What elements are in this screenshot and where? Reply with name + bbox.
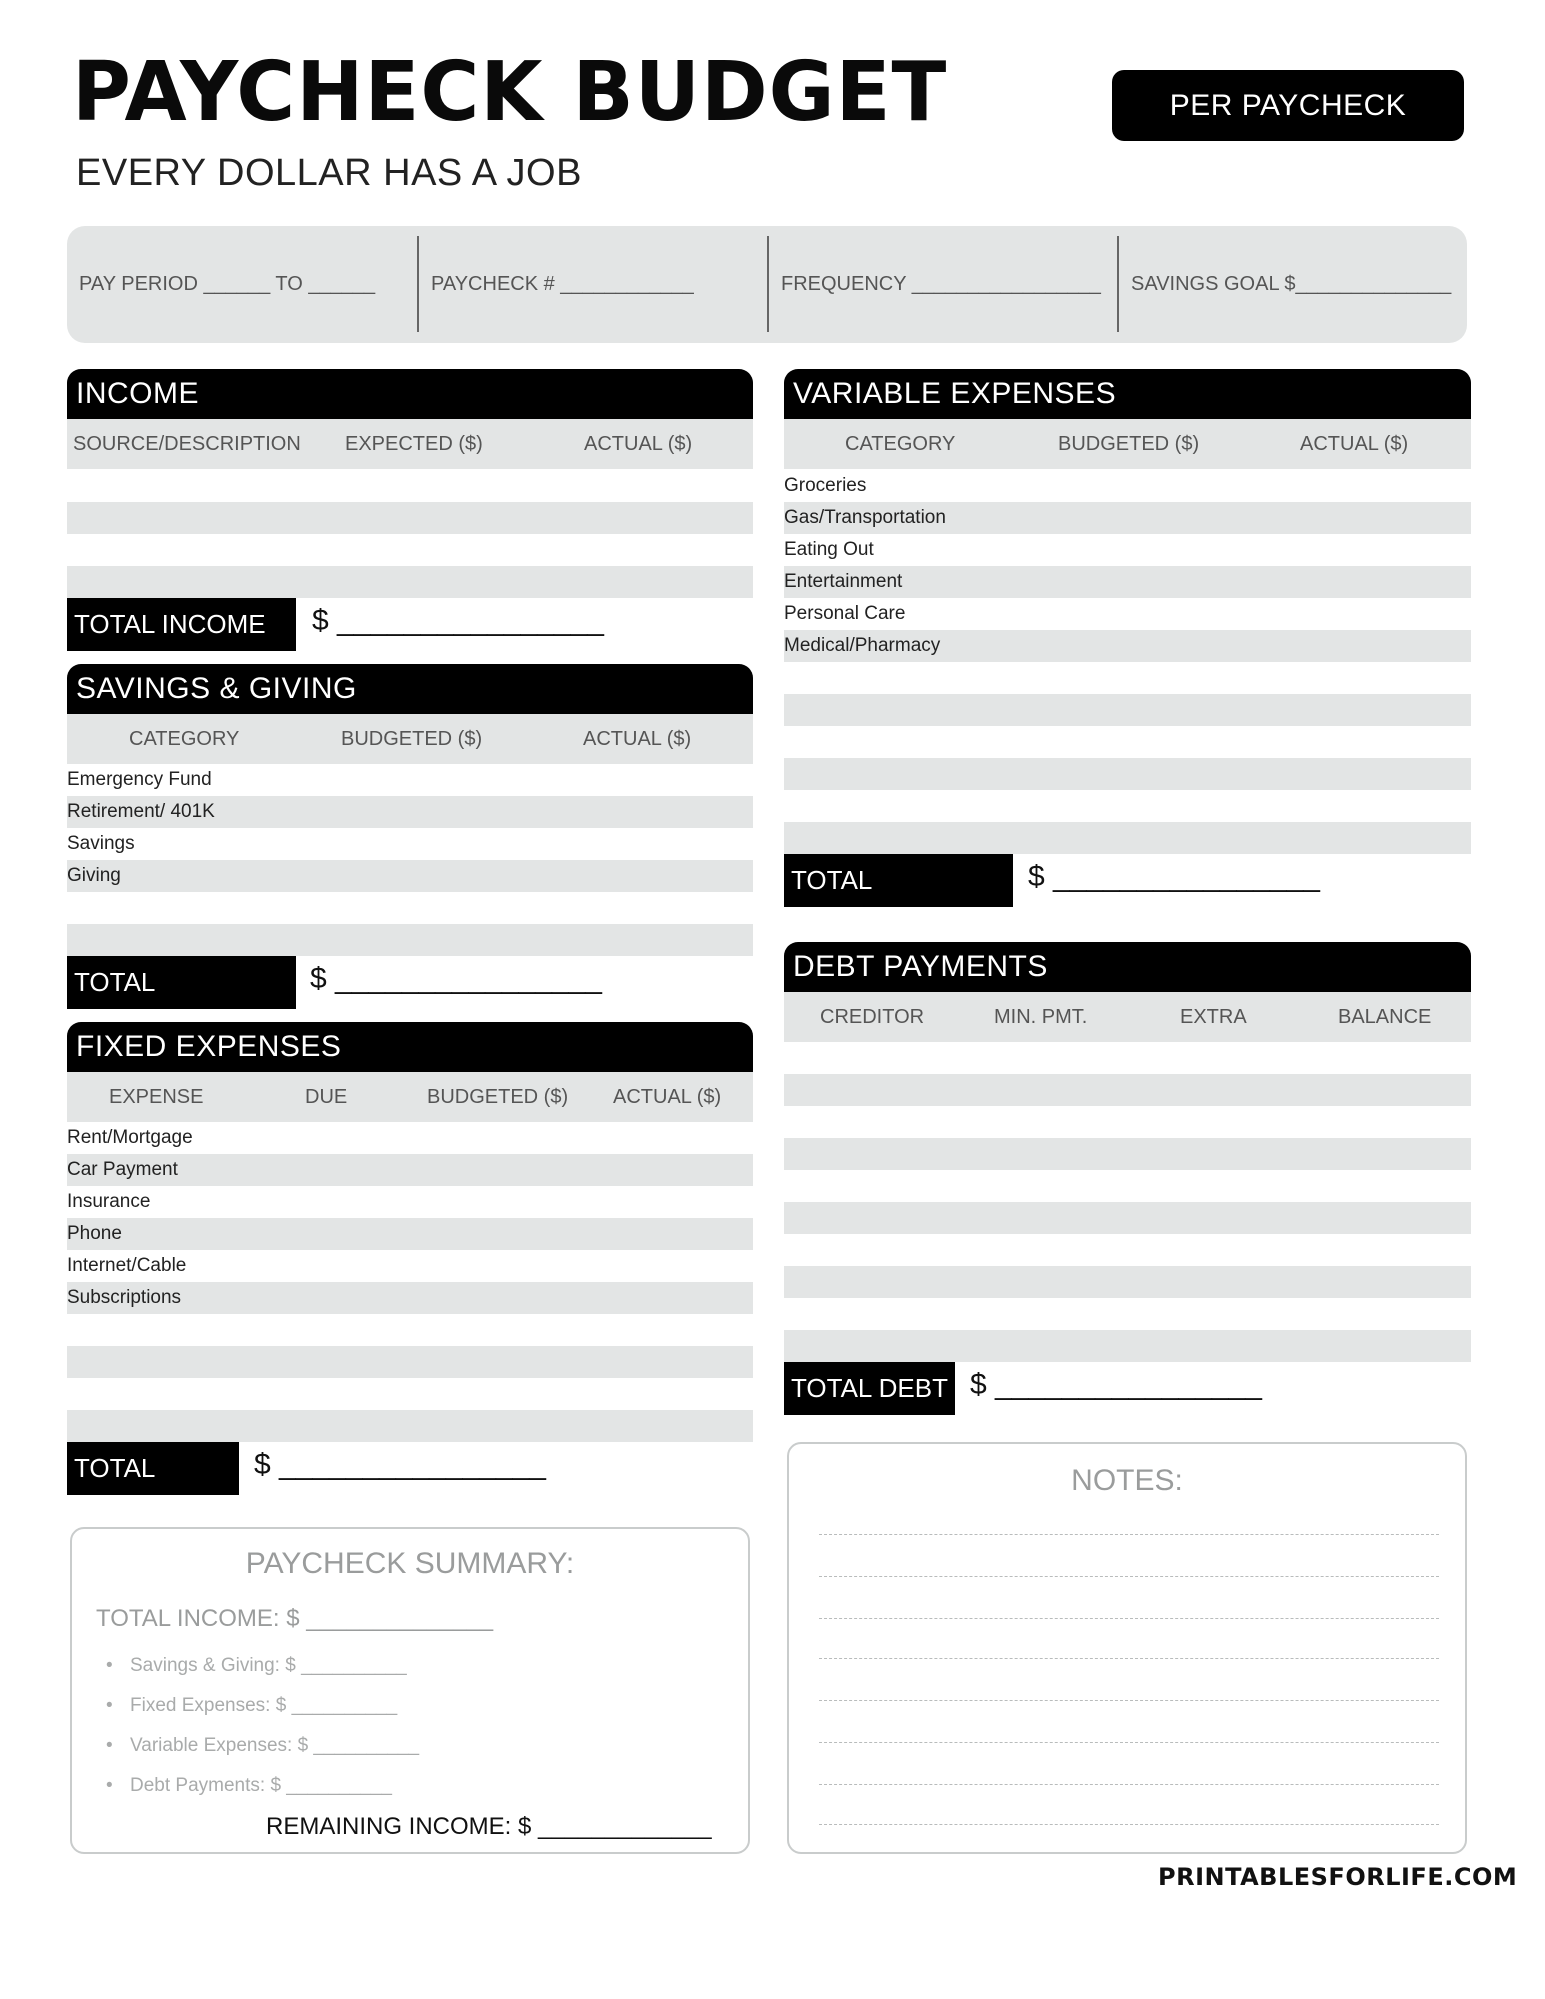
note-line[interactable]: [819, 1576, 1439, 1577]
footer-website: PRINTABLESFORLIFE.COM: [1158, 1863, 1518, 1891]
savings-total-field[interactable]: $ ________________: [310, 962, 602, 995]
income-header: INCOME: [67, 369, 753, 419]
fixed-row[interactable]: [67, 1314, 753, 1346]
fixed-expenses-header: FIXED EXPENSES: [67, 1022, 753, 1072]
debt-row[interactable]: [784, 1138, 1471, 1170]
note-line[interactable]: [819, 1784, 1439, 1785]
debt-row[interactable]: [784, 1266, 1471, 1298]
column-header: ACTUAL ($): [613, 1085, 722, 1108]
variable-row[interactable]: [784, 726, 1471, 758]
debt-row[interactable]: [784, 1298, 1471, 1330]
fixed-row[interactable]: Insurance: [67, 1191, 151, 1212]
total-income-field[interactable]: $ ________________: [312, 604, 604, 637]
note-line[interactable]: [819, 1824, 1439, 1825]
variable-column-headers: [784, 419, 1471, 469]
column-header: BUDGETED ($): [341, 727, 483, 750]
fixed-column-headers: [67, 1072, 753, 1122]
income-row[interactable]: [67, 470, 753, 502]
per-paycheck-badge: PER PAYCHECK: [1112, 70, 1464, 141]
column-header: ACTUAL ($): [1300, 432, 1409, 455]
column-header: CATEGORY: [129, 727, 240, 750]
debt-column-headers: [784, 992, 1471, 1042]
summary-item[interactable]: • Variable Expenses: $ __________: [130, 1735, 419, 1757]
savings-goal-field[interactable]: SAVINGS GOAL $______________: [1131, 273, 1452, 295]
income-column-headers: [67, 419, 753, 469]
summary-item[interactable]: • Fixed Expenses: $ __________: [130, 1695, 397, 1717]
debt-row[interactable]: [784, 1074, 1471, 1106]
paycheck-summary-panel: [70, 1527, 750, 1854]
column-header: SOURCE/DESCRIPTION: [73, 432, 301, 455]
fixed-total-label: TOTAL: [67, 1442, 239, 1495]
notes-title: NOTES:: [1071, 1464, 1183, 1497]
debt-row[interactable]: [784, 1042, 1471, 1074]
fixed-row[interactable]: [67, 1378, 753, 1410]
column-header: MIN. PMT.: [994, 1005, 1088, 1028]
debt-payments-header: DEBT PAYMENTS: [784, 942, 1471, 992]
savings-row[interactable]: [67, 892, 753, 924]
paycheck-number-field[interactable]: PAYCHECK # ____________: [431, 273, 694, 295]
income-row[interactable]: [67, 534, 753, 566]
variable-row[interactable]: [784, 662, 1471, 694]
debt-row[interactable]: [784, 1170, 1471, 1202]
variable-row[interactable]: Medical/Pharmacy: [784, 630, 1471, 662]
column-header: BUDGETED ($): [427, 1085, 569, 1108]
fixed-row[interactable]: [67, 1346, 753, 1378]
variable-row[interactable]: Entertainment: [784, 566, 1471, 598]
variable-total-field[interactable]: $ ________________: [1028, 860, 1320, 893]
variable-row[interactable]: [784, 822, 1471, 854]
debt-row[interactable]: [784, 1234, 1471, 1266]
savings-total-label: TOTAL: [67, 956, 296, 1009]
column-header: EXPENSE: [109, 1085, 204, 1108]
page-title: PAYCHECK BUDGET: [72, 45, 948, 140]
variable-row[interactable]: Groceries: [784, 475, 867, 496]
column-header: BALANCE: [1338, 1005, 1432, 1028]
column-header: DUE: [305, 1085, 348, 1108]
column-header: EXTRA: [1180, 1005, 1247, 1028]
fixed-row[interactable]: Phone: [67, 1218, 753, 1250]
note-line[interactable]: [819, 1618, 1439, 1619]
note-line[interactable]: [819, 1534, 1439, 1535]
savings-column-headers: [67, 714, 753, 764]
total-debt-label: TOTAL DEBT: [784, 1362, 955, 1415]
variable-row[interactable]: Personal Care: [784, 603, 906, 624]
note-line[interactable]: [819, 1658, 1439, 1659]
savings-row[interactable]: Retirement/ 401K: [67, 796, 753, 828]
variable-row[interactable]: [784, 758, 1471, 790]
fixed-total-field[interactable]: $ ________________: [254, 1448, 546, 1481]
income-row[interactable]: [67, 566, 753, 598]
page-subtitle: EVERY DOLLAR HAS A JOB: [76, 152, 582, 194]
income-row[interactable]: [67, 502, 753, 534]
variable-row[interactable]: [784, 790, 1471, 822]
column-header: BUDGETED ($): [1058, 432, 1200, 455]
savings-giving-header: SAVINGS & GIVING: [67, 664, 753, 714]
note-line[interactable]: [819, 1700, 1439, 1701]
column-header: ACTUAL ($): [583, 727, 692, 750]
variable-expenses-header: VARIABLE EXPENSES: [784, 369, 1471, 419]
total-income-label: TOTAL INCOME: [67, 598, 296, 651]
variable-total-label: TOTAL: [784, 854, 1013, 907]
variable-row[interactable]: [784, 694, 1471, 726]
pay-info-bar: [67, 226, 1467, 343]
summary-total-income[interactable]: TOTAL INCOME: $ ______________: [96, 1605, 494, 1632]
summary-item[interactable]: • Savings & Giving: $ __________: [130, 1655, 407, 1677]
fixed-row[interactable]: Rent/Mortgage: [67, 1127, 193, 1148]
fixed-row[interactable]: Internet/Cable: [67, 1255, 187, 1276]
fixed-row[interactable]: Car Payment: [67, 1154, 753, 1186]
fixed-row[interactable]: Subscriptions: [67, 1282, 753, 1314]
savings-row[interactable]: Giving: [67, 860, 753, 892]
variable-row[interactable]: Eating Out: [784, 539, 874, 560]
pay-period-field[interactable]: PAY PERIOD ______ TO ______: [79, 273, 376, 295]
savings-row[interactable]: Emergency Fund: [67, 769, 212, 790]
summary-remaining-income[interactable]: REMAINING INCOME: $ _____________: [266, 1813, 712, 1840]
note-line[interactable]: [819, 1742, 1439, 1743]
column-header: CATEGORY: [845, 432, 956, 455]
summary-item[interactable]: • Debt Payments: $ __________: [130, 1775, 392, 1797]
fixed-row[interactable]: [67, 1410, 753, 1442]
frequency-field[interactable]: FREQUENCY _________________: [781, 273, 1101, 295]
total-debt-field[interactable]: $ ________________: [970, 1368, 1262, 1401]
debt-row[interactable]: [784, 1330, 1471, 1362]
column-header: EXPECTED ($): [345, 432, 483, 455]
variable-row[interactable]: Gas/Transportation: [784, 502, 1471, 534]
notes-panel: [787, 1442, 1467, 1854]
column-header: ACTUAL ($): [584, 432, 693, 455]
debt-row[interactable]: [784, 1106, 1471, 1138]
savings-row[interactable]: [67, 924, 753, 956]
savings-row[interactable]: Savings: [67, 833, 135, 854]
paycheck-summary-title: PAYCHECK SUMMARY:: [245, 1547, 575, 1580]
column-header: CREDITOR: [820, 1005, 925, 1028]
debt-row[interactable]: [784, 1202, 1471, 1234]
